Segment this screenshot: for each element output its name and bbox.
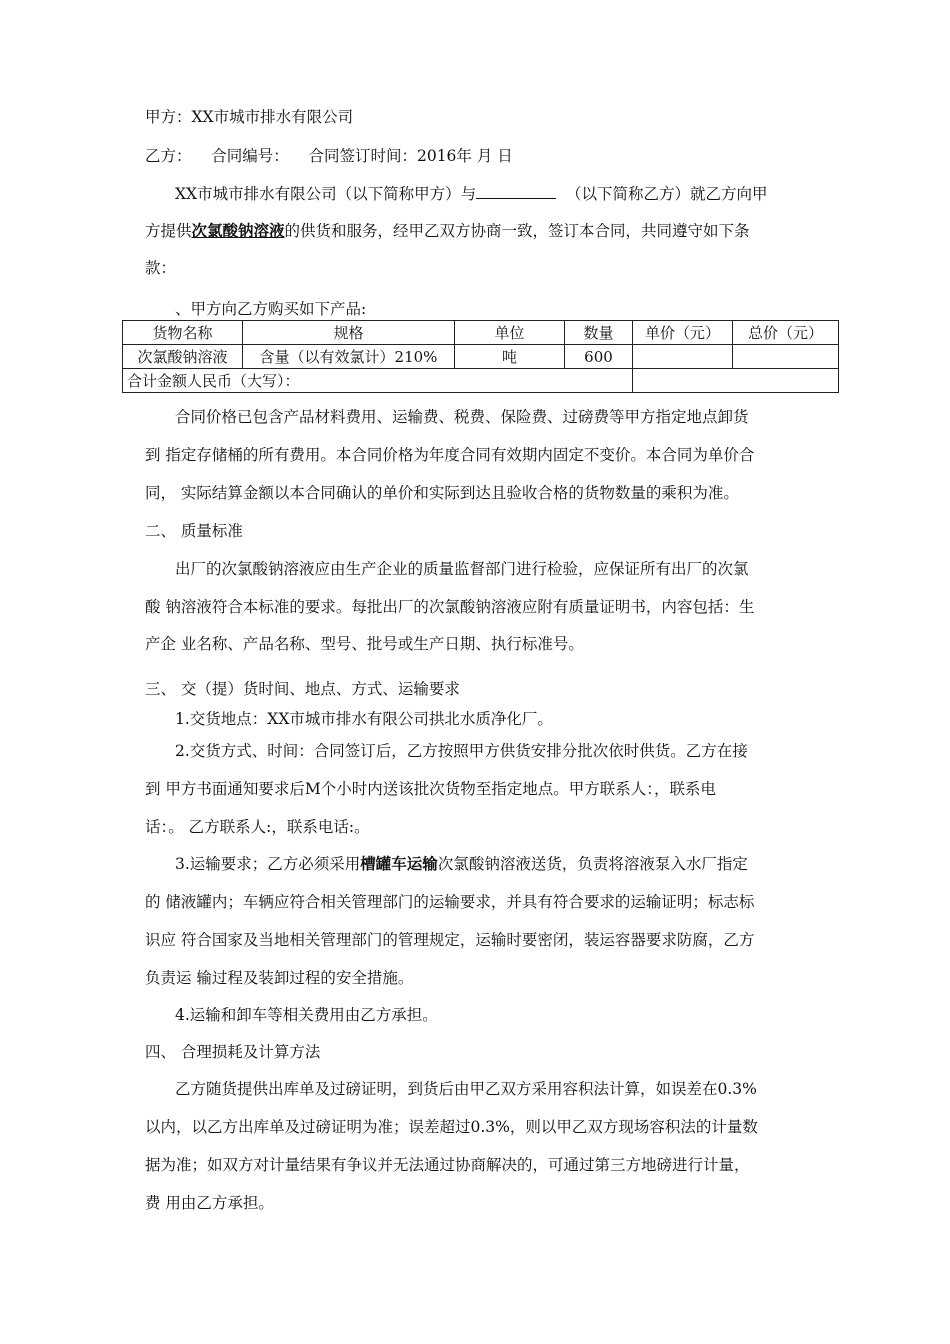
sign-time: 合同签订时间：2016年 月 日: [308, 147, 513, 165]
table-total-row: [123, 369, 839, 393]
section4-heading: 四、 合理损耗及计算方法: [145, 1043, 321, 1061]
table-row: [123, 345, 839, 369]
section3-heading: 三、 交（提）货时间、地点、方式、运输要求: [145, 680, 460, 698]
product-name: 次氯酸钠溶液: [191, 221, 285, 240]
section2-text: 出厂的次氯酸钠溶液应由生产企业的质量监督部门进行检验，应保证所有出厂的次氯: [175, 560, 749, 578]
table-cell: 吨: [455, 345, 565, 369]
party-a: 甲方：XX市城市排水有限公司: [145, 108, 354, 126]
section3-item1: 1.交货地点：XX市城市排水有限公司拱北水质净化厂。: [175, 710, 553, 728]
transport-method: 槽罐车运输: [360, 854, 438, 873]
party-b-blank: [476, 182, 556, 199]
intro-text: 的供货和服务，经甲乙双方协商一致，签订本合同，共同遵守如下条: [284, 222, 750, 240]
goods-table: [122, 320, 839, 393]
section4-text: 据为准；如双方对计量结果有争议并无法通过协商解决的，可通过第三方地磅进行计量，: [145, 1156, 750, 1174]
intro-line-1: [175, 182, 767, 205]
section1-text: 到 指定存储桶的所有费用。本合同价格为年度合同有效期内固定不变价。本合同为单价合: [145, 446, 755, 464]
section4-text: 乙方随货提供出库单及过磅证明，到货后由甲乙双方采用容积法计算，如误差在0.3%: [175, 1080, 757, 1098]
section3-item3: 负责运 输过程及装卸过程的安全措施。: [145, 969, 414, 987]
party-b-line: [145, 145, 513, 167]
item3-text: 3.运输要求；乙方必须采用: [175, 855, 361, 873]
party-b: 乙方：: [145, 147, 192, 165]
total-label: 合计金额人民币（大写）：: [123, 369, 633, 393]
table-header: 单位: [455, 321, 565, 345]
table-header: 规格: [243, 321, 455, 345]
section2-text: 酸 钠溶液符合本标准的要求。每批出厂的次氯酸钠溶液应附有质量证明书，内容包括：生: [145, 598, 755, 616]
section3-item2: 到 甲方书面通知要求后M个小时内送该批次货物至指定地点。甲方联系人：，联系电: [145, 780, 717, 798]
total-value: [633, 369, 839, 393]
section3-item4: 4.运输和卸车等相关费用由乙方承担。: [175, 1006, 438, 1024]
intro-text: XX市城市排水有限公司（以下简称甲方）与: [175, 185, 477, 203]
section2-heading: 二、 质量标准: [145, 522, 243, 540]
section1-heading: 、甲方向乙方购买如下产品:: [175, 300, 367, 318]
intro-text: （以下简称乙方）就乙方向甲: [565, 185, 768, 203]
table-cell: 含量（以有效氯计）210%: [243, 345, 455, 369]
section4-text: 费 用由乙方承担。: [145, 1194, 274, 1212]
table-cell: 600: [565, 345, 633, 369]
table-cell: [733, 345, 839, 369]
section3-item3: 的 储液罐内；车辆应符合相关管理部门的运输要求，并具有符合要求的运输证明；标志标: [145, 893, 755, 911]
table-header-row: [123, 321, 839, 345]
section4-text: 以内，以乙方出库单及过磅证明为准；误差超过0.3%，则以甲乙双方现场容积法的计量数: [145, 1118, 758, 1136]
section3-item2: 2.交货方式、时间：合同签订后，乙方按照甲方供货安排分批次依时供货。乙方在接: [175, 742, 748, 760]
section3-item3: [175, 853, 748, 875]
item3-text: 次氯酸钠溶液送货，负责将溶液泵入水厂指定: [437, 855, 748, 873]
section3-item2: 话：。 乙方联系人:，联系电话:。: [145, 818, 370, 836]
table-header: 总价（元）: [733, 321, 839, 345]
intro-text: 方提供: [145, 222, 192, 240]
intro-line-3: 款：: [145, 259, 177, 277]
section3-item3: 识应 符合国家及当地相关管理部门的管理规定，运输时要密闭，装运容器要求防腐，乙方: [145, 931, 755, 949]
table-cell: [633, 345, 733, 369]
section1-text: 合同价格已包含产品材料费用、运输费、税费、保险费、过磅费等甲方指定地点卸货: [175, 408, 749, 426]
table-cell: 次氯酸钠溶液: [123, 345, 243, 369]
intro-line-2: [145, 220, 750, 242]
table-header: 单价（元）: [633, 321, 733, 345]
contract-no: 合同编号：: [211, 147, 289, 165]
section2-text: 产企 业名称、产品名称、型号、批号或生产日期、执行标准号。: [145, 635, 584, 653]
section1-text: 同， 实际结算金额以本合同确认的单价和实际到达且验收合格的货物数量的乘积为准。: [145, 484, 739, 502]
table-header: 数量: [565, 321, 633, 345]
table-header: 货物名称: [123, 321, 243, 345]
